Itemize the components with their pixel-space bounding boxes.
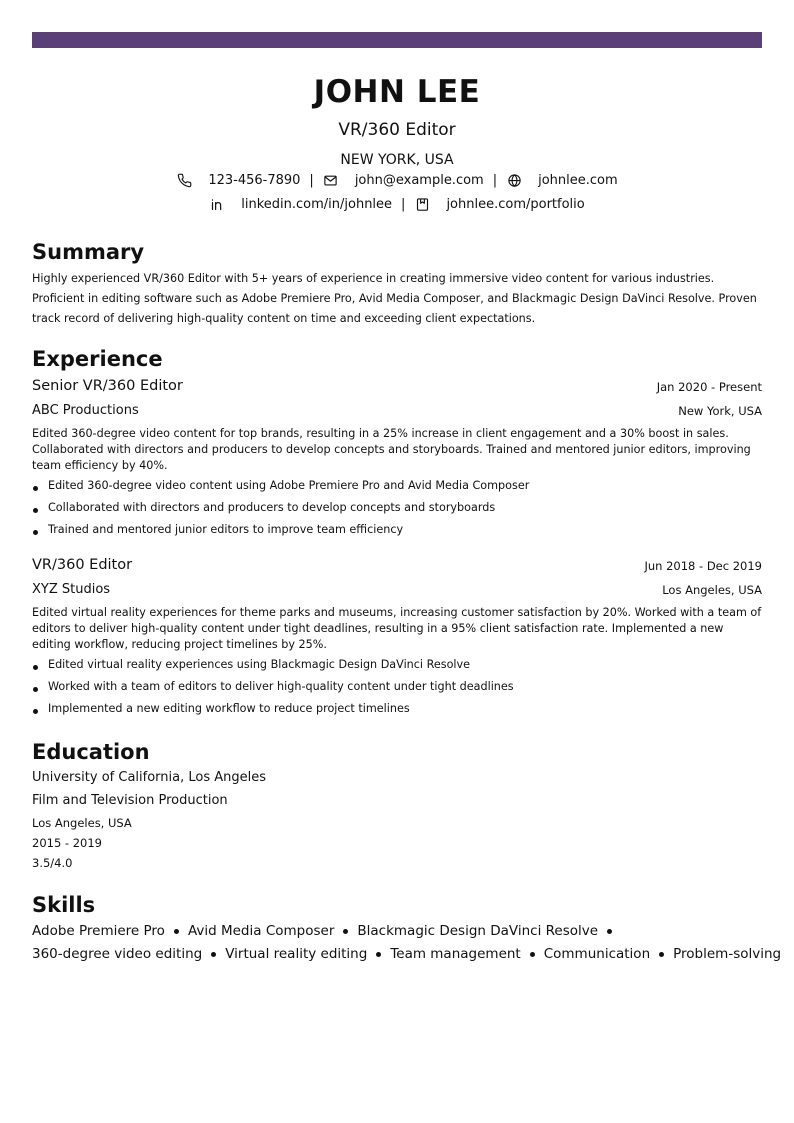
candidate-role: VR/360 Editor (338, 120, 456, 140)
education-gpa: 3.5/4.0 (32, 856, 73, 870)
bullet-dot (343, 929, 348, 934)
linkedin-icon (209, 196, 225, 212)
summary-heading: Summary (32, 240, 145, 264)
list-item: Implemented a new editing workflow to reduce project timelines (32, 701, 762, 723)
skill-item: Blackmagic Design DaVinci Resolve (357, 923, 599, 939)
job-description: Edited virtual reality experiences for theme parks and museums, increasing customer satisfaction by 20%. Worked with a team of editors to deliver high-quality content under tight deadlines, resulting in a 95% client satisfaction rate. Implemented a new editing workflow, reducing project timelines by 25%. (32, 606, 762, 651)
phone-icon (176, 172, 192, 188)
mail-icon (323, 172, 339, 188)
job-title: Senior VR/360 Editor (32, 378, 183, 394)
job-dates: Jan 2020 - Present (656, 380, 762, 394)
skills-row-1 (32, 923, 762, 939)
skill-item: Communication (543, 946, 651, 962)
separator: | (401, 196, 406, 212)
job-description: Edited 360-degree video content for top brands, resulting in a 25% increase in client engagement and a 30% boost in sales. Collaborated with directors and producers to develop concepts and storyboards. Trained and mentored junior editors, improving team efficiency by 40%. (32, 427, 751, 472)
list-item: Collaborated with directors and producers to develop concepts and storyboards (32, 500, 762, 522)
list-item: Edited 360-degree video content using Adobe Premiere Pro and Avid Media Composer (32, 478, 762, 500)
globe-icon (506, 172, 522, 188)
skill-item: Avid Media Composer (187, 923, 335, 939)
job-title: VR/360 Editor (32, 557, 133, 573)
job-company: ABC Productions (32, 403, 139, 418)
linkedin-link[interactable]: linkedin.com/in/johnlee (241, 196, 393, 212)
bullet-dot (530, 952, 535, 957)
job-bullets (32, 657, 762, 723)
contact-row-1 (32, 172, 762, 188)
summary-text: Highly experienced VR/360 Editor with 5+ years of experience in creating immersive video content for various industries. Proficient in editing software such as Adobe Premiere Pro, Avid Media Composer, and Blackmagic Design DaVinci Resolve. Proven track record of delivering high-quality content on time and exceeding client expectations. (32, 272, 757, 325)
website-link[interactable]: johnlee.com (538, 172, 618, 188)
bullet-dot (376, 952, 381, 957)
job-dates: Jun 2018 - Dec 2019 (644, 559, 762, 573)
job-location: Los Angeles, USA (662, 583, 762, 597)
contact-row-2 (32, 196, 762, 212)
list-item: Edited virtual reality experiences using Blackmagic Design DaVinci Resolve (32, 657, 762, 679)
skill-item: 360-degree video editing (32, 946, 203, 962)
bullet-dot (211, 952, 216, 957)
accent-bar (32, 32, 762, 48)
candidate-name: JOHN LEE (313, 74, 481, 110)
skills-heading: Skills (32, 893, 96, 917)
education-school: University of California, Los Angeles (32, 770, 267, 785)
job-company: XYZ Studios (32, 582, 111, 597)
candidate-location: NEW YORK, USA (340, 152, 454, 168)
separator: | (492, 172, 498, 188)
portfolio-link[interactable]: johnlee.com/portfolio (446, 196, 585, 212)
phone-link[interactable]: 123-456-7890 (208, 172, 301, 188)
bullet-dot (659, 952, 664, 957)
skill-item: Team management (390, 946, 521, 962)
skill-item: Virtual reality editing (225, 946, 368, 962)
education-heading: Education (32, 740, 150, 764)
list-item: Trained and mentored junior editors to improve team efficiency (32, 522, 762, 544)
skills-row-2 (32, 946, 782, 962)
portfolio-icon (414, 196, 430, 212)
skill-item: Adobe Premiere Pro (32, 923, 165, 939)
job-location: New York, USA (678, 404, 762, 418)
job-bullets (32, 478, 762, 544)
education-degree: Film and Television Production (32, 793, 228, 808)
list-item: Worked with a team of editors to deliver high-quality content under tight deadlines (32, 679, 762, 701)
education-years: 2015 - 2019 (32, 836, 102, 850)
skill-item: Problem-solving (673, 946, 782, 962)
bullet-dot (174, 929, 179, 934)
separator: | (309, 172, 314, 188)
education-location: Los Angeles, USA (32, 816, 132, 830)
email-link[interactable]: john@example.com (354, 172, 484, 188)
experience-heading: Experience (32, 347, 163, 371)
bullet-dot (607, 929, 612, 934)
